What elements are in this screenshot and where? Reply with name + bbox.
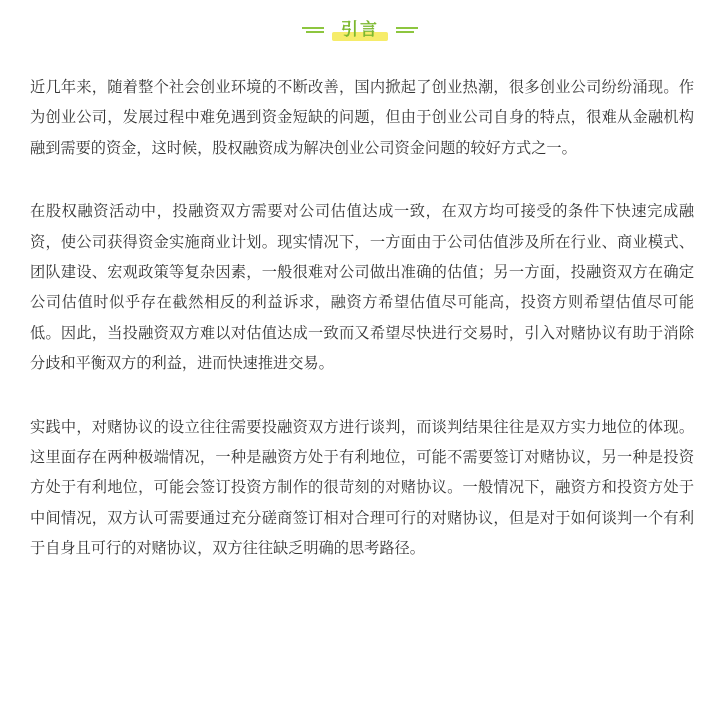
article-body: [30, 72, 694, 597]
right-decoration-lines: [396, 27, 418, 37]
paragraph-practice: 实践中，对赌协议的设立往往需要投融资双方进行谈判，而谈判结果往往是双方实力地位的体现。这里面存在两种极端情况，一种是融资方处于有利地位，可能不需要签订对赌协议，另一种是投资方处于有利地位，可能会签订投资方制作的很苛刻的对赌协议。一般情况下，融资方和投资方处于中间情况，双方认可需要通过充分磋商签订相对合理可行的对赌协议，但是对于如何谈判一个有利于自身且可行的对赌协议，双方往往缺乏明确的思考路径。: [30, 417, 694, 558]
paragraph-intro: 近几年来，随着整个社会创业环境的不断改善，国内掀起了创业热潮，很多创业公司纷纷涌现。作为创业公司，发展过程中难免遇到资金短缺的问题，但由于创业公司自身的特点，很难从金融机构融到需要的资金，这时候，股权融资成为解决创业公司资金问题的较好方式之一。: [30, 78, 694, 157]
section-header-badge: [302, 14, 418, 48]
paragraph-valuation: 在股权融资活动中，投融资双方需要对公司估值达成一致，在双方均可接受的条件下快速完成融资，使公司获得资金实施商业计划。现实情况下，一方面由于公司估值涉及所在行业、商业模式、团队建设、宏观政策等复杂因素，一般很难对公司做出准确的估值；另一方面，投融资双方在确定公司估值时似乎存在截然相反的利益诉求，融资方希望估值尽可能高，投资方则希望估值尽可能低。因此，当投融资双方难以对估值达成一致而又希望尽快进行交易时，引入对赌协议有助于消除分歧和平衡双方的利益，进而快速推进交易。: [30, 202, 694, 373]
section-title: 引言: [341, 20, 379, 40]
section-header: [0, 14, 720, 48]
